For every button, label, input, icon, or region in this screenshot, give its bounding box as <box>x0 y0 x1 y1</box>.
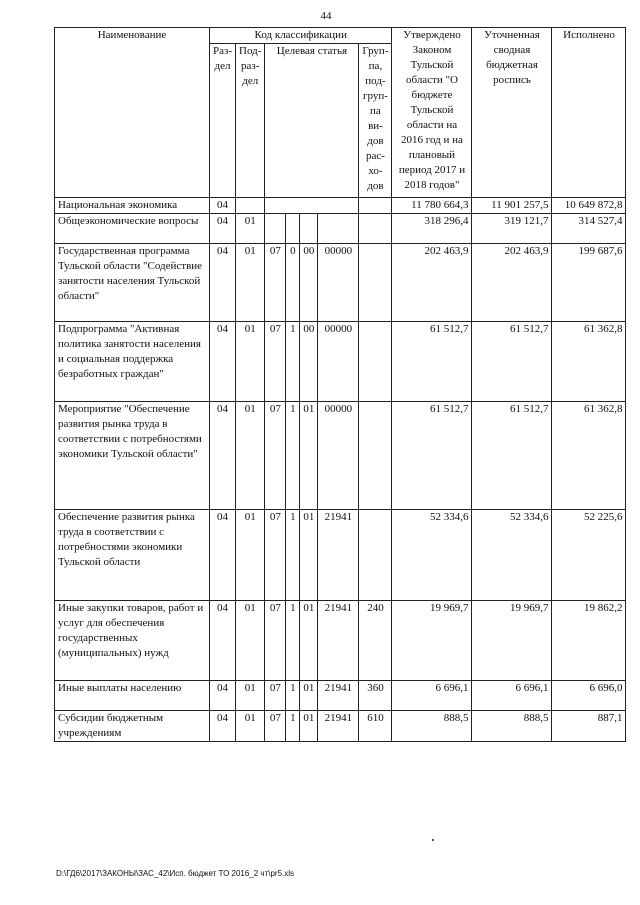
row-t4: 21941 <box>318 711 359 742</box>
table-row <box>55 214 626 244</box>
table-row <box>55 711 626 742</box>
table-row <box>55 198 626 214</box>
row-t2: 1 <box>286 510 300 601</box>
row-t2: 1 <box>286 322 300 402</box>
row-name: Подпрограмма "Активная политика занятости населения и социальная поддержка безработных граждан" <box>55 322 210 402</box>
header-executed: Исполнено <box>552 28 626 198</box>
row-t1: 07 <box>265 244 286 322</box>
row-group: 360 <box>359 681 392 711</box>
row-approved: 52 334,6 <box>392 510 472 601</box>
row-refined: 52 334,6 <box>472 510 552 601</box>
row-t1: 07 <box>265 322 286 402</box>
header-approved: Утверждено Законом Тульской области "О бюджете Тульской области на 2016 год и на плановый период 2017 и 2018 годов" <box>392 28 472 198</box>
row-approved: 61 512,7 <box>392 322 472 402</box>
row-refined: 202 463,9 <box>472 244 552 322</box>
table-row <box>55 510 626 601</box>
row-executed: 887,1 <box>552 711 626 742</box>
row-refined: 61 512,7 <box>472 402 552 510</box>
row-executed: 52 225,6 <box>552 510 626 601</box>
row-group <box>359 402 392 510</box>
header-name: Наименование <box>55 28 210 198</box>
row-name: Государственная программа Тульской области "Содействие занятости населения Тульской области" <box>55 244 210 322</box>
row-t3: 01 <box>300 601 318 681</box>
row-group <box>359 244 392 322</box>
row-section: 04 <box>210 681 236 711</box>
row-section: 04 <box>210 402 236 510</box>
row-executed: 10 649 872,8 <box>552 198 626 214</box>
scan-speck <box>432 839 434 841</box>
row-section: 04 <box>210 601 236 681</box>
row-t2: 1 <box>286 601 300 681</box>
table-row <box>55 601 626 681</box>
row-section: 04 <box>210 214 236 244</box>
row-section: 04 <box>210 198 236 214</box>
row-subsection <box>236 198 265 214</box>
row-t3 <box>300 214 318 244</box>
row-refined: 888,5 <box>472 711 552 742</box>
row-t3: 01 <box>300 510 318 601</box>
table-row <box>55 681 626 711</box>
row-executed: 314 527,4 <box>552 214 626 244</box>
row-t3: 01 <box>300 402 318 510</box>
table-row <box>55 244 626 322</box>
row-t3: 01 <box>300 681 318 711</box>
row-section: 04 <box>210 244 236 322</box>
row-t2: 1 <box>286 681 300 711</box>
row-executed: 61 362,8 <box>552 322 626 402</box>
row-t2 <box>286 214 300 244</box>
header-expense-group: Груп- па, под- груп- па ви- дов рас- хо- дов <box>359 44 392 198</box>
header-subsection: Под- раз- дел <box>236 44 265 198</box>
row-subsection: 01 <box>236 601 265 681</box>
row-refined: 319 121,7 <box>472 214 552 244</box>
row-refined: 6 696,1 <box>472 681 552 711</box>
row-subsection: 01 <box>236 510 265 601</box>
row-executed: 199 687,6 <box>552 244 626 322</box>
row-group: 240 <box>359 601 392 681</box>
row-t2: 1 <box>286 402 300 510</box>
row-t2: 0 <box>286 244 300 322</box>
header-refined: Уточненная сводная бюджетная роспись <box>472 28 552 198</box>
row-group <box>359 198 392 214</box>
row-subsection: 01 <box>236 214 265 244</box>
row-section: 04 <box>210 322 236 402</box>
row-t1: 07 <box>265 510 286 601</box>
row-name: Иные закупки товаров, работ и услуг для обеспечения государственных (муниципальных) нужд <box>55 601 210 681</box>
row-target-article <box>265 198 359 214</box>
row-name: Мероприятие "Обеспечение развития рынка труда в соответствии с потребностями экономики Тульской области" <box>55 402 210 510</box>
row-approved: 61 512,7 <box>392 402 472 510</box>
header-code-group: Код классификации <box>210 28 392 44</box>
row-t3: 00 <box>300 322 318 402</box>
row-name: Субсидии бюджетным учреждениям <box>55 711 210 742</box>
row-group <box>359 322 392 402</box>
row-approved: 6 696,1 <box>392 681 472 711</box>
row-refined: 11 901 257,5 <box>472 198 552 214</box>
row-executed: 61 362,8 <box>552 402 626 510</box>
row-approved: 318 296,4 <box>392 214 472 244</box>
row-group: 610 <box>359 711 392 742</box>
row-t1: 07 <box>265 601 286 681</box>
footer-file-path: D:\ГД6\2017\ЗАКОНЫ\ЗАС_42\Исп. бюджет ТО 2016_2 чт\pr5.xls <box>56 869 295 878</box>
row-t1: 07 <box>265 681 286 711</box>
row-t1 <box>265 214 286 244</box>
row-name: Обеспечение развития рынка труда в соответствии с потребностями экономики Тульской области <box>55 510 210 601</box>
row-t2: 1 <box>286 711 300 742</box>
table-row <box>55 322 626 402</box>
row-t4: 00000 <box>318 402 359 510</box>
row-t3: 00 <box>300 244 318 322</box>
row-section: 04 <box>210 510 236 601</box>
row-subsection: 01 <box>236 402 265 510</box>
row-executed: 19 862,2 <box>552 601 626 681</box>
row-t4 <box>318 214 359 244</box>
row-name: Иные выплаты населению <box>55 681 210 711</box>
row-t4: 21941 <box>318 681 359 711</box>
row-t4: 00000 <box>318 244 359 322</box>
row-subsection: 01 <box>236 711 265 742</box>
page-number: 44 <box>320 10 332 22</box>
row-t1: 07 <box>265 711 286 742</box>
row-t4: 21941 <box>318 601 359 681</box>
row-subsection: 01 <box>236 244 265 322</box>
row-group <box>359 510 392 601</box>
row-name: Национальная экономика <box>55 198 210 214</box>
row-approved: 19 969,7 <box>392 601 472 681</box>
row-t4: 00000 <box>318 322 359 402</box>
row-t1: 07 <box>265 402 286 510</box>
row-group <box>359 214 392 244</box>
row-refined: 61 512,7 <box>472 322 552 402</box>
row-approved: 202 463,9 <box>392 244 472 322</box>
row-t3: 01 <box>300 711 318 742</box>
row-subsection: 01 <box>236 322 265 402</box>
row-subsection: 01 <box>236 681 265 711</box>
table-row <box>55 402 626 510</box>
row-name: Общеэкономические вопросы <box>55 214 210 244</box>
budget-table <box>54 27 626 742</box>
row-refined: 19 969,7 <box>472 601 552 681</box>
row-t4: 21941 <box>318 510 359 601</box>
row-section: 04 <box>210 711 236 742</box>
header-section: Раз- дел <box>210 44 236 198</box>
header-target-article: Целевая статья <box>265 44 359 198</box>
row-approved: 11 780 664,3 <box>392 198 472 214</box>
row-executed: 6 696,0 <box>552 681 626 711</box>
row-approved: 888,5 <box>392 711 472 742</box>
